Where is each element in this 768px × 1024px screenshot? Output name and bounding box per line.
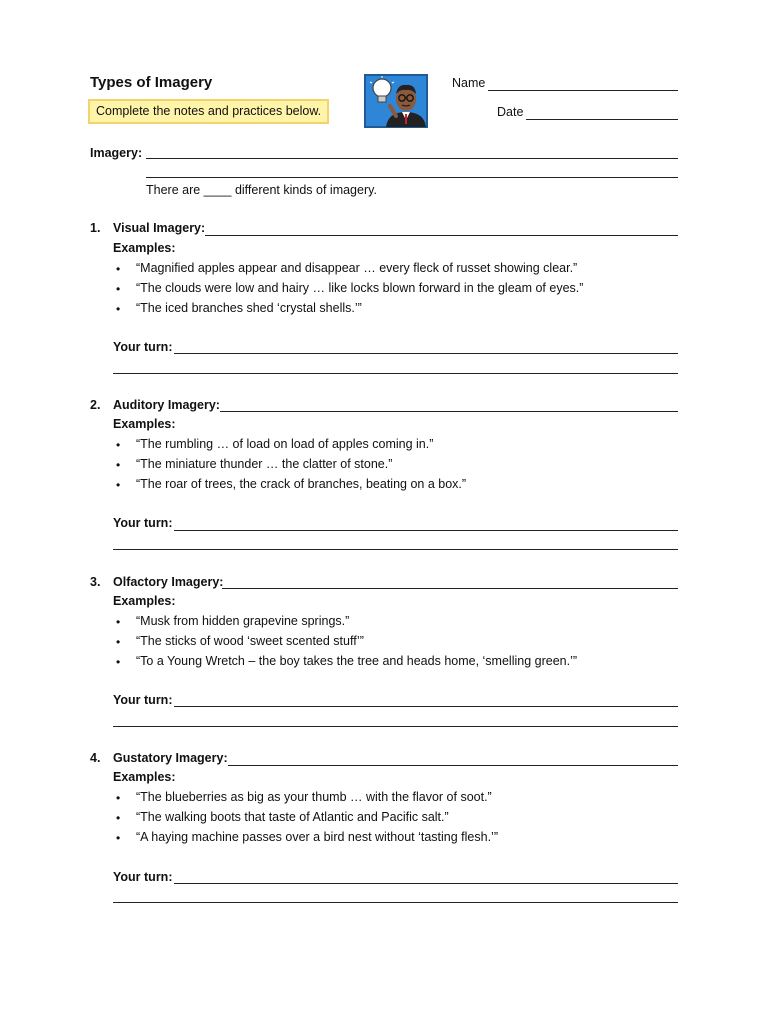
instruction-box: Complete the notes and practices below.: [88, 99, 329, 124]
examples-label: Examples:: [113, 594, 176, 608]
your-turn-label: Your turn:: [113, 516, 173, 530]
example-item: “The roar of trees, the crack of branches, beating on a box.”: [136, 477, 467, 491]
name-field[interactable]: [488, 90, 678, 91]
bullet-dot-icon: •: [116, 478, 121, 492]
bullet-dot-icon: •: [116, 635, 121, 649]
section-number: 2.: [90, 398, 101, 412]
your-turn-line-2[interactable]: [113, 373, 678, 374]
section-heading: Auditory Imagery:: [113, 398, 220, 412]
bullet-dot-icon: •: [116, 791, 121, 805]
example-item: “Musk from hidden grapevine springs.”: [136, 614, 350, 628]
page-title: Types of Imagery: [90, 74, 213, 91]
your-turn-label: Your turn:: [113, 870, 173, 884]
examples-label: Examples:: [113, 417, 176, 431]
bullet-dot-icon: •: [116, 458, 121, 472]
imagery-definition-line-2[interactable]: [146, 177, 678, 178]
your-turn-line[interactable]: [174, 353, 678, 354]
section-number: 3.: [90, 575, 101, 589]
imagery-label: Imagery:: [90, 146, 143, 160]
example-item: “The walking boots that taste of Atlantic and Pacific salt.”: [136, 810, 449, 824]
kinds-sentence: There are ____ different kinds of imagery.: [146, 183, 377, 197]
imagery-definition-line[interactable]: [146, 158, 678, 159]
heading-answer-line[interactable]: [222, 588, 678, 589]
example-item: “The clouds were low and hairy … like locks blown forward in the gleam of eyes.”: [136, 281, 584, 295]
section-number: 1.: [90, 221, 101, 235]
your-turn-line[interactable]: [174, 883, 678, 884]
your-turn-line-2[interactable]: [113, 549, 678, 550]
bullet-dot-icon: •: [116, 438, 121, 452]
your-turn-line-2[interactable]: [113, 902, 678, 903]
bullet-dot-icon: •: [116, 262, 121, 276]
examples-label: Examples:: [113, 770, 176, 784]
example-item: “Magnified apples appear and disappear … every fleck of russet showing clear.”: [136, 261, 578, 275]
example-item: “A haying machine passes over a bird nest without ‘tasting flesh.’”: [136, 830, 498, 844]
heading-answer-line[interactable]: [220, 411, 678, 412]
example-item: “The sticks of wood ‘sweet scented stuff’”: [136, 634, 364, 648]
date-field[interactable]: [526, 119, 678, 120]
bullet-dot-icon: •: [116, 811, 121, 825]
bullet-dot-icon: •: [116, 615, 121, 629]
example-item: “The iced branches shed ‘crystal shells.’”: [136, 301, 362, 315]
date-label: Date: [497, 105, 524, 119]
heading-answer-line[interactable]: [205, 235, 678, 236]
section-heading: Olfactory Imagery:: [113, 575, 224, 589]
section-number: 4.: [90, 751, 101, 765]
your-turn-line[interactable]: [174, 530, 678, 531]
section-heading: Gustatory Imagery:: [113, 751, 228, 765]
example-item: “The rumbling … of load on load of apples coming in.”: [136, 437, 434, 451]
lightbulb-teacher-icon: [364, 74, 428, 128]
bullet-dot-icon: •: [116, 282, 121, 296]
your-turn-line-2[interactable]: [113, 726, 678, 727]
heading-answer-line[interactable]: [228, 765, 678, 766]
name-label: Name: [452, 76, 486, 90]
bullet-dot-icon: •: [116, 831, 121, 845]
example-item: “The blueberries as big as your thumb … with the flavor of soot.”: [136, 790, 492, 804]
bullet-dot-icon: •: [116, 655, 121, 669]
your-turn-label: Your turn:: [113, 693, 173, 707]
your-turn-label: Your turn:: [113, 340, 173, 354]
example-item: “The miniature thunder … the clatter of stone.”: [136, 457, 393, 471]
your-turn-line[interactable]: [174, 706, 678, 707]
examples-label: Examples:: [113, 241, 176, 255]
section-heading: Visual Imagery:: [113, 221, 206, 235]
example-item: “To a Young Wretch – the boy takes the tree and heads home, ‘smelling green.’”: [136, 654, 578, 668]
bullet-dot-icon: •: [116, 302, 121, 316]
